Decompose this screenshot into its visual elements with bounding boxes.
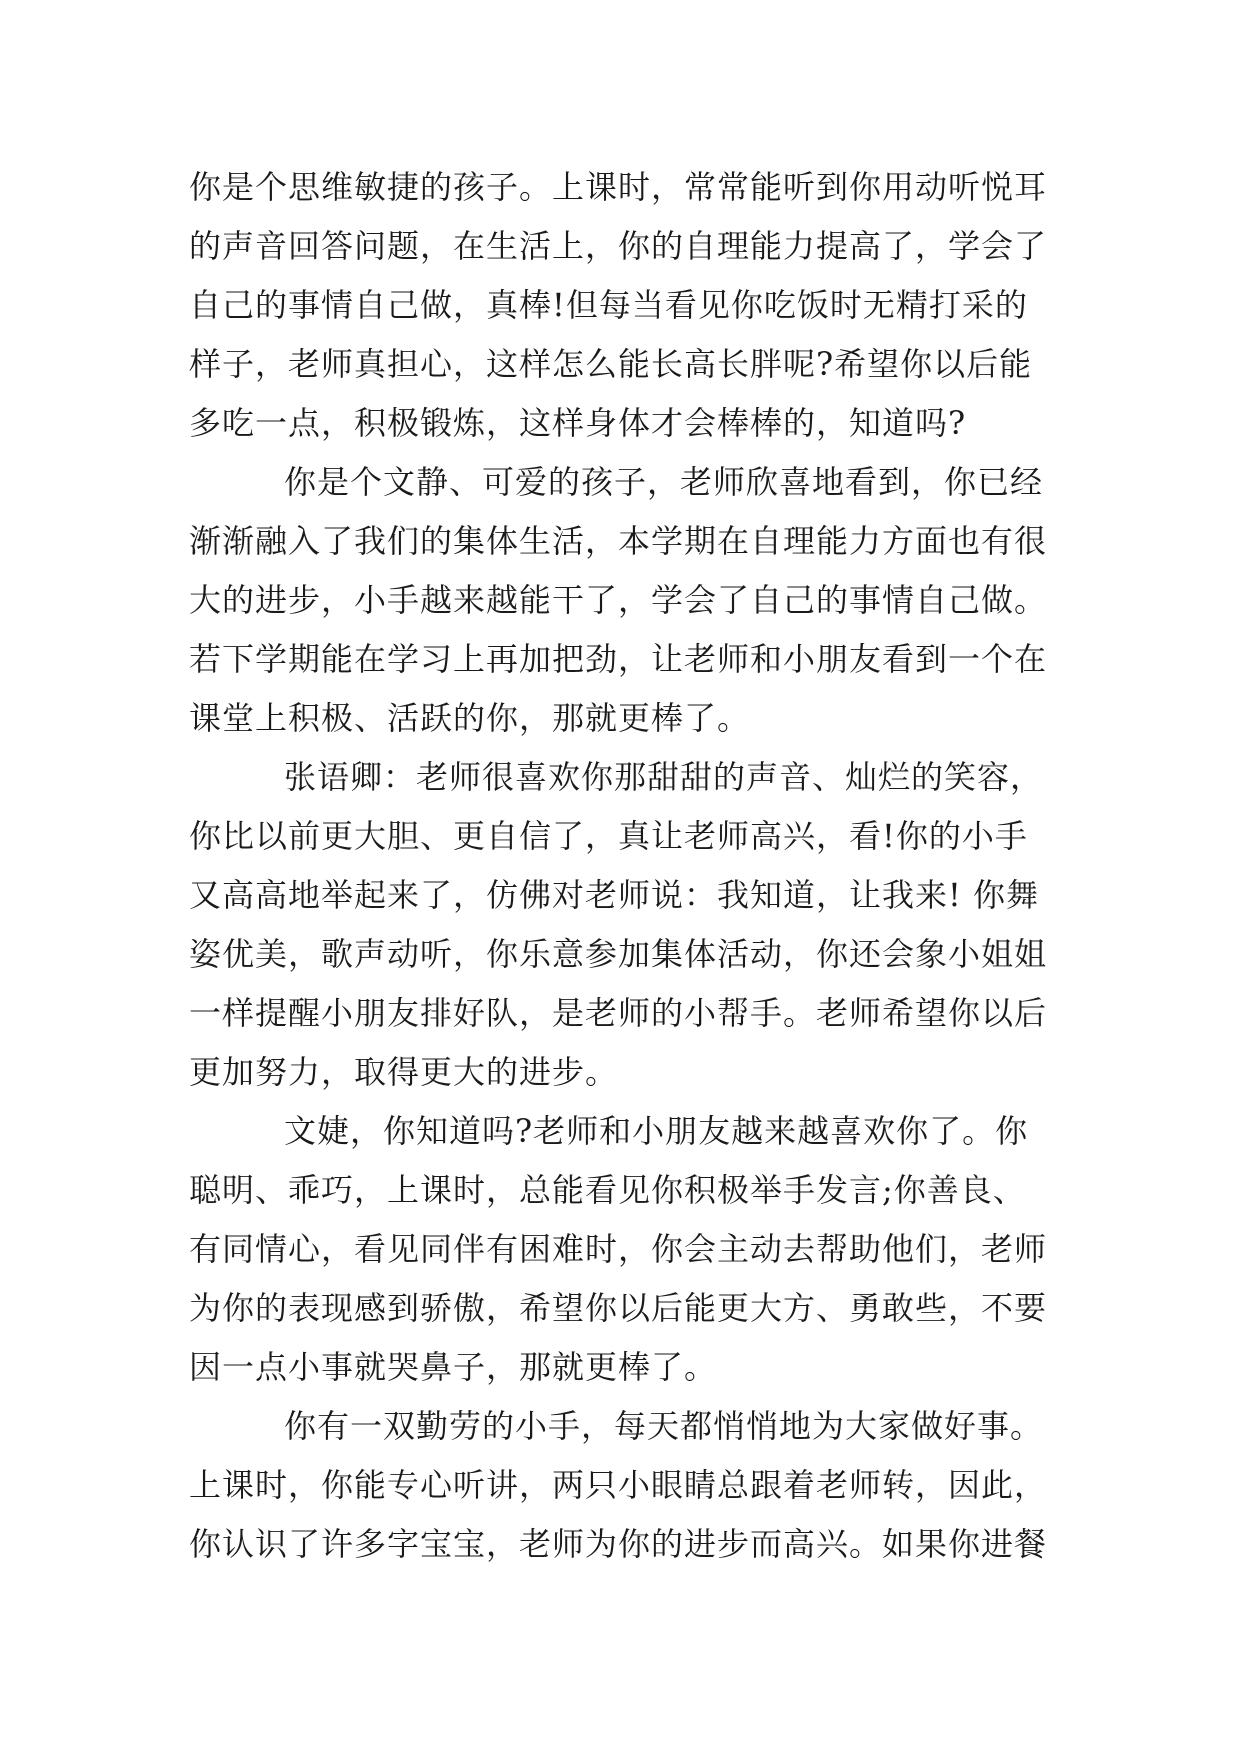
text-line: 自己的事情自己做，真棒!但每当看见你吃饭时无精打采的 bbox=[189, 286, 1028, 324]
text-line: 你是个思维敏捷的孩子。上课时，常常能听到你用动听悦耳 bbox=[189, 168, 1048, 206]
text-line: 的声音回答问题，在生活上，你的自理能力提高了，学会了 bbox=[189, 227, 1048, 265]
text-line: 为你的表现感到骄傲，希望你以后能更大方、勇敢些，不要 bbox=[189, 1289, 1048, 1327]
text-line: 样子，老师真担心，这样怎么能长高长胖呢?希望你以后能 bbox=[189, 345, 1033, 383]
paragraph-first-line: 文婕，你知道吗?老师和小朋友越来越喜欢你了。你 bbox=[284, 1112, 1029, 1150]
paragraph-first-line: 张语卿：老师很喜欢你那甜甜的声音、灿烂的笑容， bbox=[284, 758, 1044, 796]
text-line: 姿优美，歌声动听，你乐意参加集体活动，你还会象小姐姐 bbox=[189, 935, 1048, 973]
text-line: 又高高地举起来了，仿佛对老师说：我知道，让我来! 你舞 bbox=[189, 876, 1040, 914]
text-line: 一样提醒小朋友排好队，是老师的小帮手。老师希望你以后 bbox=[189, 994, 1048, 1032]
text-line: 上课时，你能专心听讲，两只小眼睛总跟着老师转，因此， bbox=[189, 1466, 1048, 1504]
text-line: 若下学期能在学习上再加把劲，让老师和小朋友看到一个在 bbox=[189, 640, 1048, 678]
text-line: 更加努力，取得更大的进步。 bbox=[189, 1053, 619, 1091]
text-line: 渐渐融入了我们的集体生活，本学期在自理能力方面也有很 bbox=[189, 522, 1048, 560]
document-body bbox=[189, 158, 1059, 1574]
text-line: 你比以前更大胆、更自信了，真让老师高兴，看!你的小手 bbox=[189, 817, 1028, 855]
text-line: 因一点小事就哭鼻子，那就更棒了。 bbox=[189, 1348, 718, 1386]
text-line: 有同情心，看见同伴有困难时，你会主动去帮助他们，老师 bbox=[189, 1230, 1048, 1268]
paragraph-first-line: 你是个文静、可爱的孩子，老师欣喜地看到，你已经 bbox=[284, 463, 1044, 501]
text-line: 聪明、乖巧，上课时，总能看见你积极举手发言;你善良、 bbox=[189, 1171, 1026, 1209]
text-line: 大的进步，小手越来越能干了，学会了自己的事情自己做。 bbox=[189, 581, 1048, 619]
text-line: 你认识了许多字宝宝，老师为你的进步而高兴。如果你进餐 bbox=[189, 1525, 1048, 1563]
text-line: 多吃一点，积极锻炼，这样身体才会棒棒的，知道吗? bbox=[189, 404, 967, 442]
paragraph-first-line: 你有一双勤劳的小手，每天都悄悄地为大家做好事。 bbox=[284, 1407, 1044, 1445]
text-line: 课堂上积极、活跃的你，那就更棒了。 bbox=[189, 699, 751, 737]
